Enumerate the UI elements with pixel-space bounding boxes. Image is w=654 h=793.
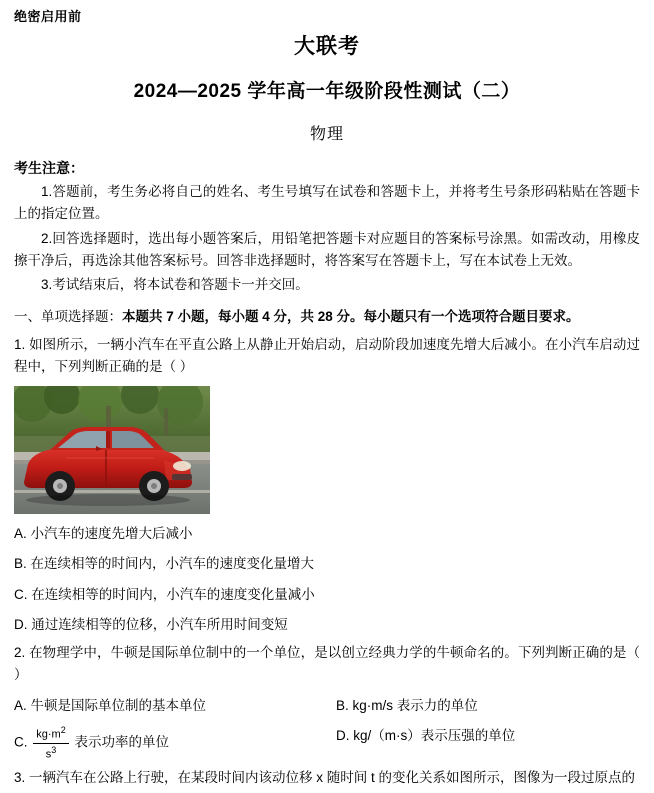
question-2-option-c bbox=[14, 725, 336, 761]
fraction-numerator bbox=[33, 725, 68, 743]
paper-subtitle: 2024—2025 学年高一年级阶段性测试（二） bbox=[133, 81, 521, 102]
fraction-denominator-text: s bbox=[45, 748, 52, 761]
question-1-number: 1. bbox=[14, 336, 26, 352]
fraction-numerator-text: kg·m bbox=[36, 728, 61, 741]
section-lead: 一、单项选择题： bbox=[14, 309, 122, 325]
option-c-fraction bbox=[33, 725, 68, 761]
question-2-option-b: B. kg·m/s 表示力的单位 bbox=[336, 697, 478, 713]
question-3-text: 一辆汽车在公路上行驶，在某段时间内该动位移 x 随时间 t 的变化关系如图所示，图像为一段过原点的 bbox=[29, 769, 636, 785]
question-3-stem bbox=[14, 767, 640, 789]
question-1-option-c: C. 在连续相等的时间内，小汽车的速度变化量减小 bbox=[14, 586, 315, 602]
section-rule: 本题共 7 小题，每小题 4 分，共 28 分。每小题只有一个选项符合题目要求。 bbox=[122, 309, 580, 325]
question-1-option-d: D. 通过连续相等的位移，小汽车所用时间变短 bbox=[14, 617, 288, 633]
paper-title-block bbox=[0, 0, 654, 144]
question-2-text: 在物理学中，牛顿是国际单位制中的一个单位，是以创立经典力学的牛顿命名的。下列判断正确的是（ ） bbox=[14, 644, 640, 682]
question-1-option-a: A. 小汽车的速度先增大后减小 bbox=[14, 525, 193, 541]
notice-item-1: 1.答题前，考生务必将自己的姓名、考生号填写在试卷和答题卡上，并将考生号条形码粘贴在答题卡上的指定位置。 bbox=[14, 184, 640, 221]
option-c-suffix: 表示功率的单位 bbox=[74, 734, 169, 750]
question-2-options-row-2 bbox=[14, 725, 640, 761]
question-2-option-d: D. kg/（m·s）表示压强的单位 bbox=[336, 728, 516, 744]
question-2-stem bbox=[14, 642, 640, 686]
question-2-options-row-1 bbox=[14, 695, 640, 717]
red-car-photo bbox=[14, 386, 210, 514]
option-c-prefix: C. bbox=[14, 734, 28, 750]
section-heading-1 bbox=[14, 306, 640, 328]
page-title: 大联考 bbox=[294, 35, 360, 58]
fraction-numerator-exponent: 2 bbox=[60, 725, 66, 736]
fraction-denominator-exponent: 3 bbox=[51, 744, 57, 755]
question-3-number: 3. bbox=[14, 769, 26, 785]
notice-item-3: 3.考试结束后，将本试卷和答题卡一并交回。 bbox=[41, 277, 309, 293]
notice-heading: 考生注意： bbox=[14, 160, 84, 176]
question-1-text: 如图所示，一辆小汽车在平直公路上从静止开始启动，启动阶段加速度先增大后减小。在小汽车启动过程中，下列判断正确的是（ ） bbox=[14, 336, 640, 374]
fraction-denominator bbox=[33, 744, 68, 761]
paper-subject: 物理 bbox=[309, 126, 344, 143]
notice-item-2: 2.回答选择题时，选出每小题答案后，用铅笔把答题卡对应题目的答案标号涂黑。如需改动，用橡皮擦干净后，再选涂其他答案标号。回答非选择题时，将答案写在答题卡上，写在本试卷上无效。 bbox=[14, 230, 640, 268]
question-2-option-a: A. 牛顿是国际单位制的基本单位 bbox=[14, 697, 207, 713]
question-1-option-b: B. 在连续相等的时间内，小汽车的速度变化量增大 bbox=[14, 556, 315, 572]
secret-mark: 绝密启用前 bbox=[14, 9, 82, 24]
question-1-stem bbox=[14, 334, 640, 378]
question-2-number: 2. bbox=[14, 644, 26, 660]
